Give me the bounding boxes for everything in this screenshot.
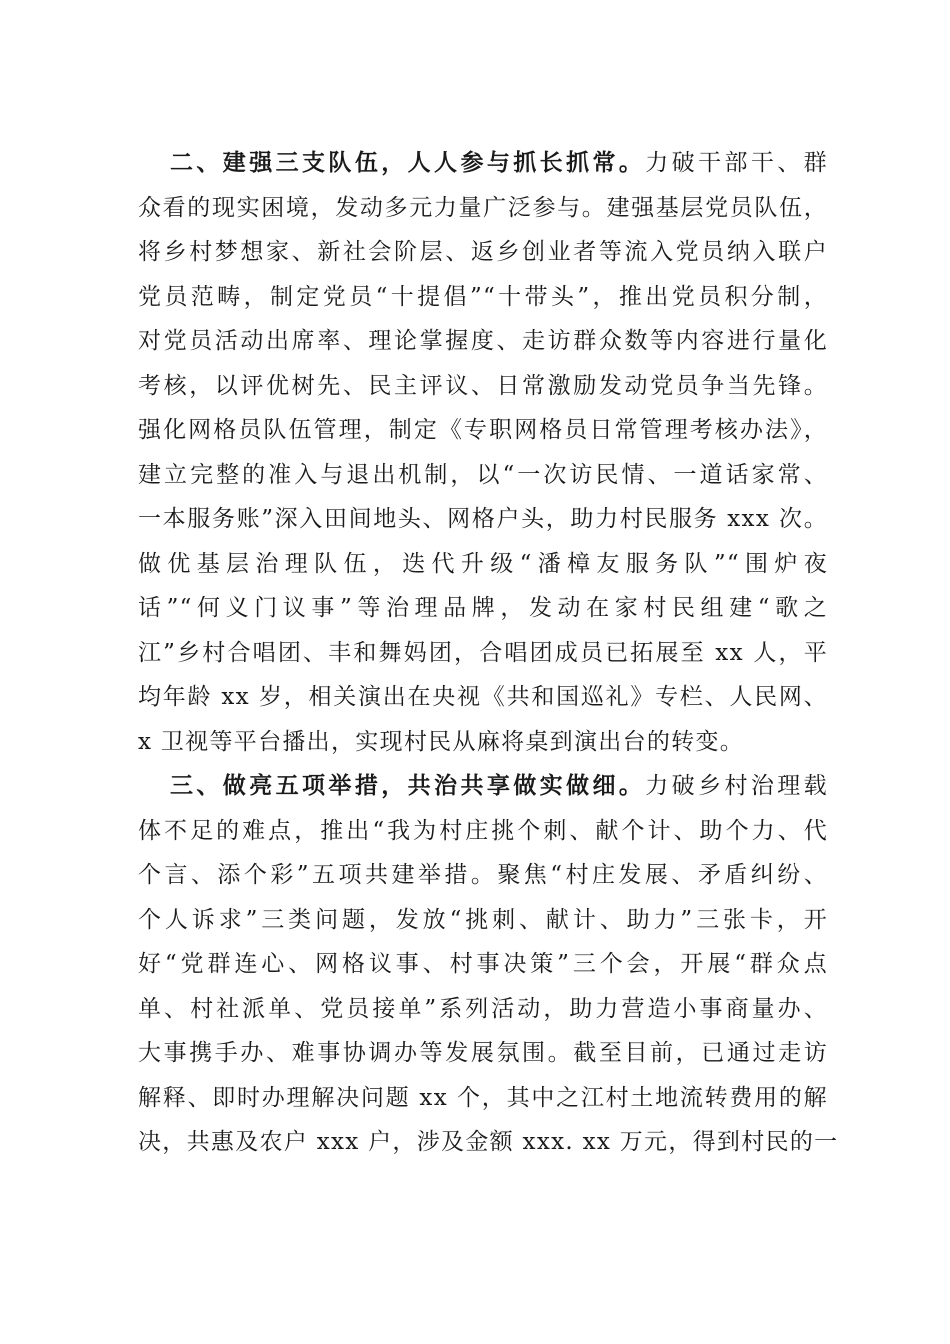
- text-line: 体不足的难点，推出“我为村庄挑个刺、献个计、助个力、代: [138, 817, 828, 844]
- text-line: 单、村社派单、党员接单”系列活动，助力营造小事商量办、: [138, 995, 828, 1022]
- section-heading: 三、做亮五项举措，共治共享做实做细。: [170, 773, 646, 799]
- paragraph-first-line: [138, 141, 828, 186]
- text-line: 话”“何义门议事”等治理品牌，发动在家村民组建“歌之: [138, 595, 828, 621]
- text-line: 做优基层治理队伍，迭代升级“潘樟友服务队”“围炉夜: [138, 550, 828, 577]
- text-line: 好“党群连心、网格议事、村事决策”三个会，开展“群众点: [138, 951, 828, 977]
- text-line: 众看的现实困境，发动多元力量广泛参与。建强基层党员队伍，: [138, 194, 828, 221]
- paragraph-first-line: [138, 764, 828, 809]
- text-line: 决，共惠及农户 xxx 户，涉及金额 xxx. xx 万元，得到村民的一: [138, 1129, 839, 1155]
- text-line: 个言、添个彩”五项共建举措。聚焦“村庄发展、矛盾纠纷、: [138, 862, 828, 888]
- text-line: 个人诉求”三类问题，发放“挑刺、献计、助力”三张卡，开: [138, 906, 828, 933]
- text-line: 将乡村梦想家、新社会阶层、返乡创业者等流入党员纳入联户: [138, 239, 828, 265]
- document-body: [138, 141, 839, 1165]
- text-line: 建立完整的准入与退出机制，以“一次访民情、一道话家常、: [138, 461, 828, 488]
- text-line: 对党员活动出席率、理论掌握度、走访群众数等内容进行量化: [138, 328, 828, 354]
- text-line: 党员范畴，制定党员“十提倡”“十带头”，推出党员积分制，: [138, 283, 828, 310]
- text-line: 均年龄 xx 岁，相关演出在央视《共和国巡礼》专栏、人民网、: [138, 684, 828, 710]
- text-line: 大事携手办、难事协调办等发展氛围。截至目前，已通过走访: [138, 1040, 828, 1066]
- paragraph-five-measures: [138, 764, 839, 1165]
- text-span: 力破干部干、群: [645, 150, 828, 176]
- text-line: 江”乡村合唱团、丰和舞妈团，合唱团成员已拓展至 xx 人，平: [138, 639, 828, 666]
- text-line: 强化网格员队伍管理，制定《专职网格员日常管理考核办法》，: [138, 417, 828, 443]
- text-line: 解释、即时办理解决问题 xx 个，其中之江村土地流转费用的解: [138, 1084, 828, 1111]
- text-line: x 卫视等平台播出，实现村民从麻将桌到演出台的转变。: [138, 728, 745, 755]
- text-line: 一本服务账”深入田间地头、网格户头，助力村民服务 xxx 次。: [138, 506, 828, 532]
- text-line: 考核，以评优树先、民主评议、日常激励发动党员争当先锋。: [138, 372, 828, 399]
- section-heading: 二、建强三支队伍，人人参与抓长抓常。: [170, 150, 646, 176]
- paragraph-team-building: [138, 141, 828, 764]
- text-span: 力破乡村治理载: [645, 773, 828, 799]
